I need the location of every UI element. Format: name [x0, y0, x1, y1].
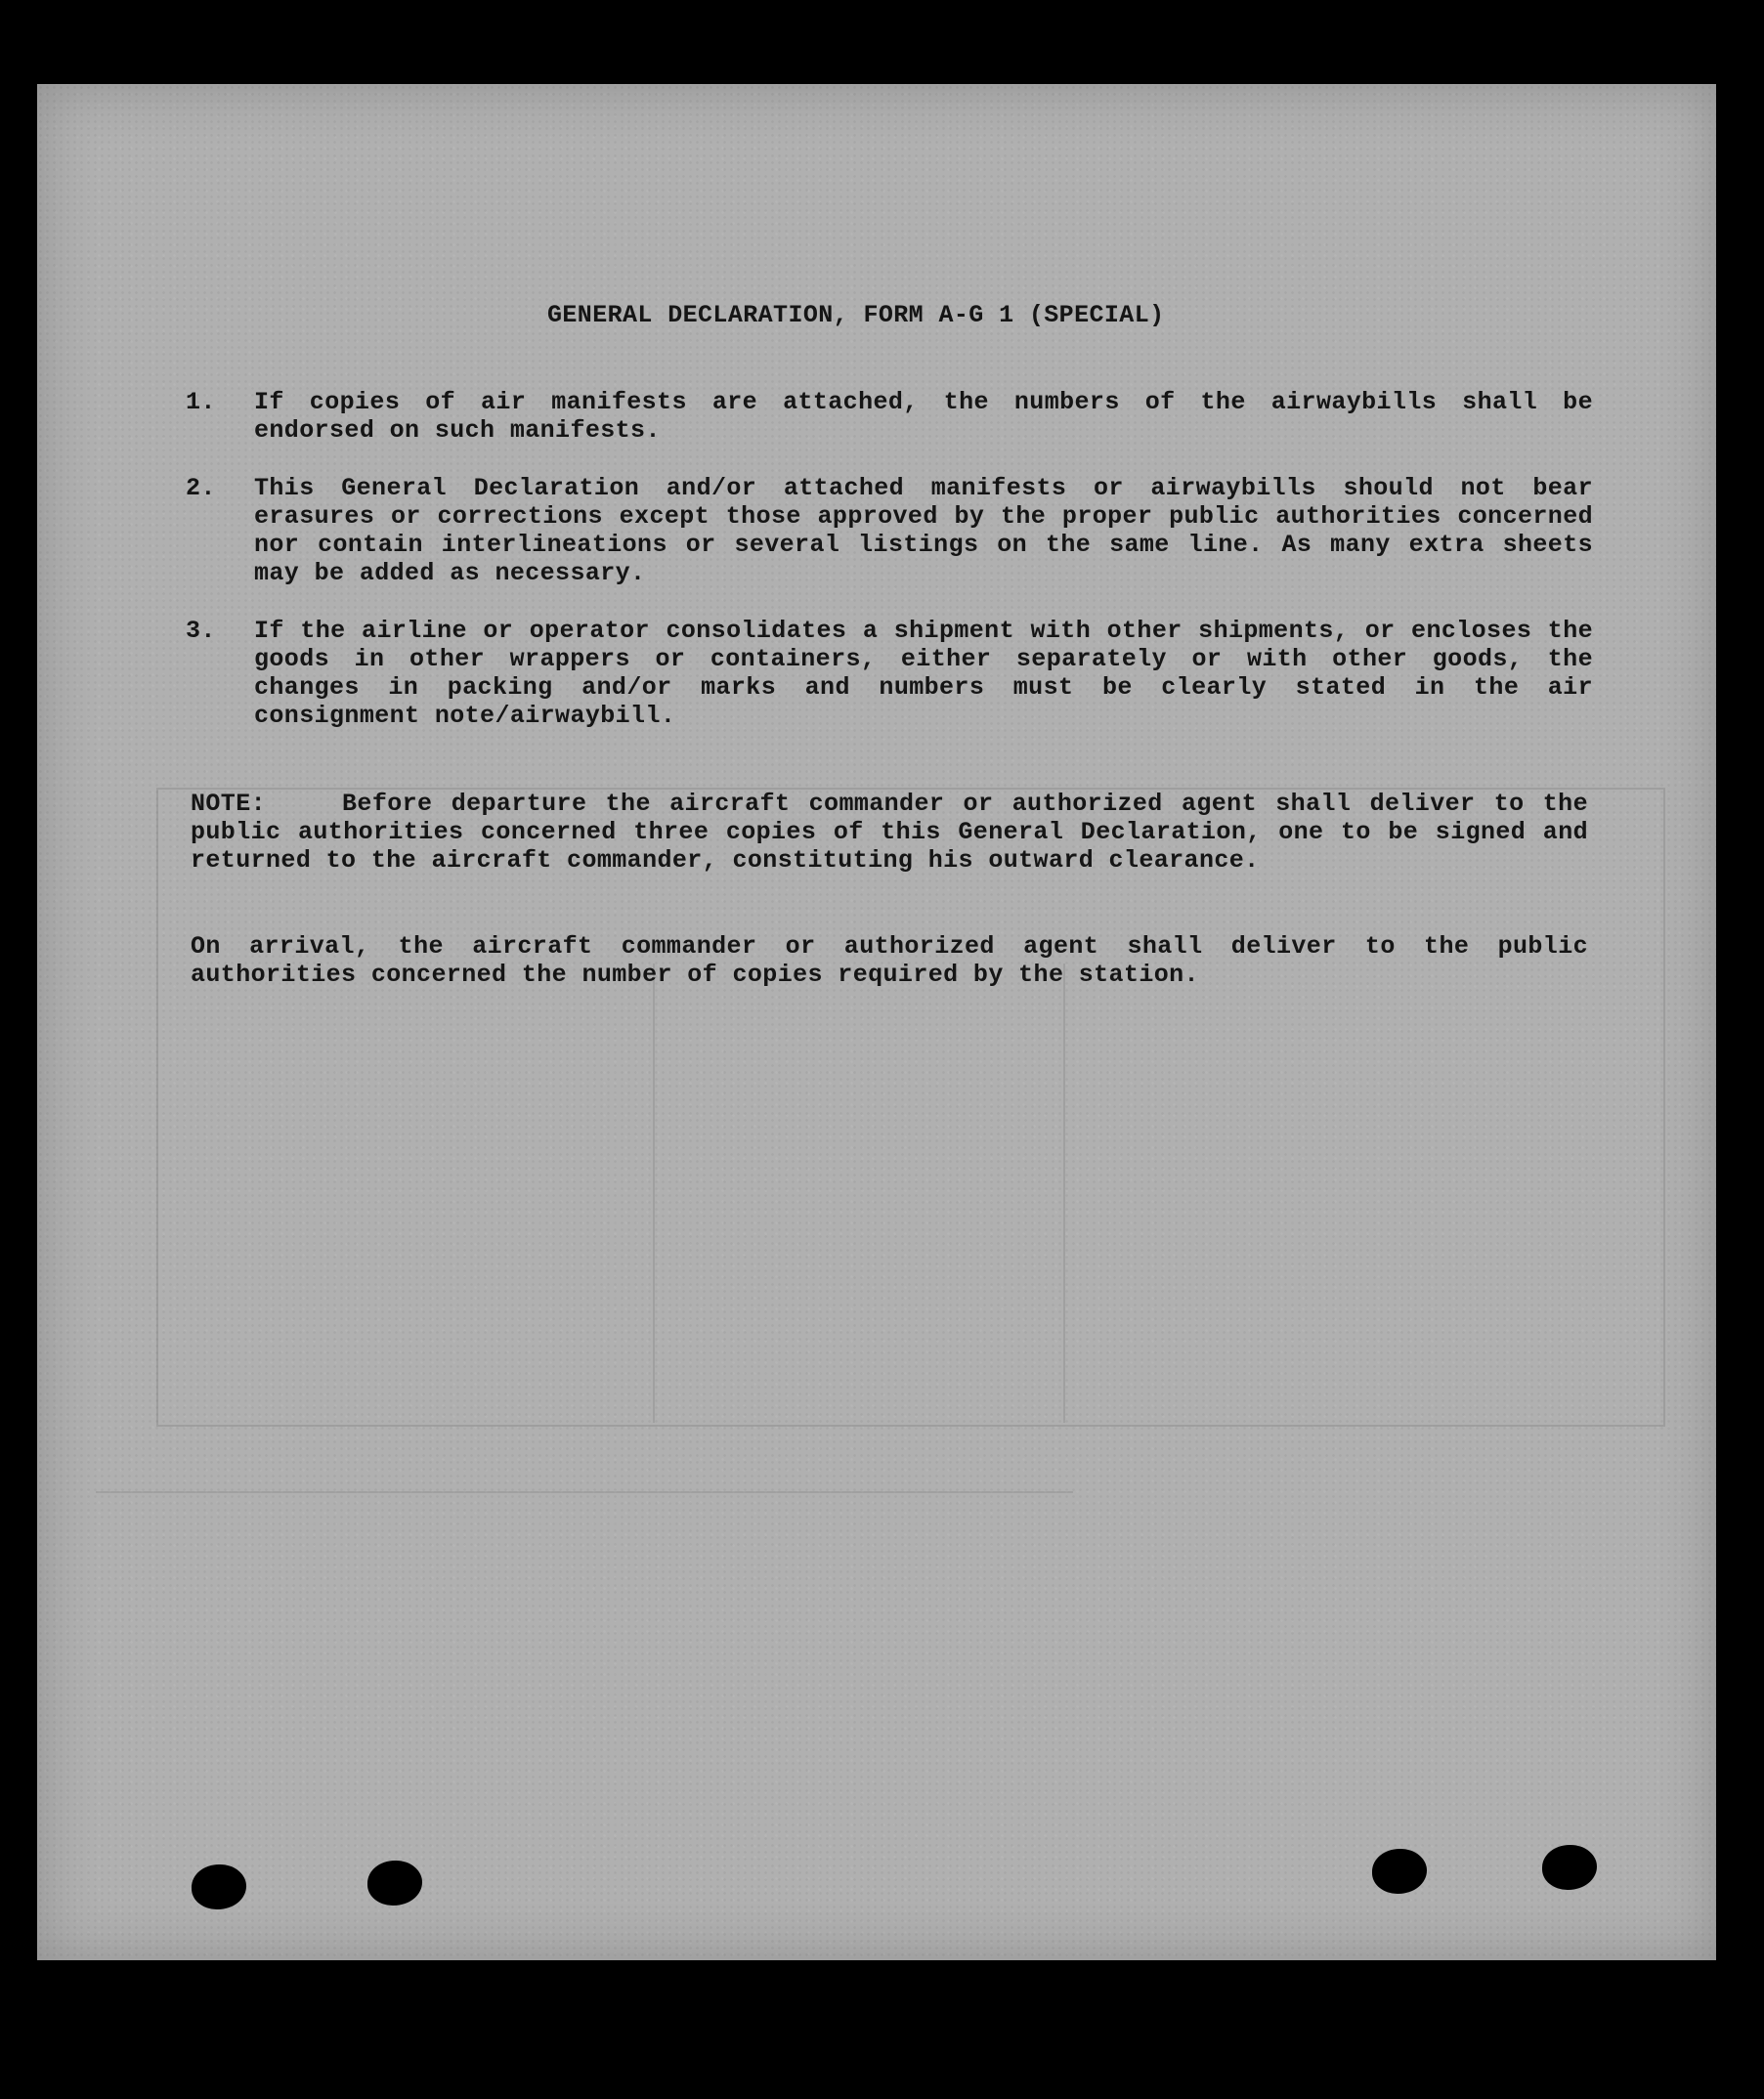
bleed-through-line — [1063, 964, 1065, 1423]
punch-hole — [192, 1864, 246, 1909]
item-number: 1. — [186, 388, 216, 416]
list-item — [186, 617, 1593, 730]
arrival-section — [191, 932, 1588, 989]
bleed-through-line — [96, 1491, 1073, 1493]
arrival-paragraph: On arrival, the aircraft commander or authorized agent shall deliver to the public authorities concerned the number of copies required by the station. — [191, 932, 1588, 989]
item-text: If the airline or operator consolidates a shipment with other shipments, or encloses the goods in other wrappers or containers, either separately or with other goods, the changes in packing and/or marks and numbers must be clearly stated in the air consignment note/airwaybill. — [254, 617, 1593, 730]
punch-hole — [1372, 1849, 1427, 1894]
list-item — [186, 474, 1593, 587]
bleed-through-line — [653, 964, 655, 1423]
item-number: 3. — [186, 617, 216, 645]
note-paragraph — [191, 790, 1588, 875]
note-text: Before departure the aircraft commander or authorized agent shall deliver to the public authorities concerned three copies of this General Declaration, one to be signed and returned to the aircraft commander, constituting his outward clearance. — [191, 790, 1588, 875]
document-page — [37, 84, 1716, 1960]
note-label: NOTE: — [191, 790, 267, 818]
item-number: 2. — [186, 474, 216, 502]
bleed-through-box — [156, 788, 1665, 1427]
item-text: If copies of air manifests are attached, the numbers of the airwaybills shall be endorsed on such manifests. — [254, 388, 1593, 445]
punch-hole — [1542, 1845, 1597, 1890]
punch-hole — [367, 1861, 422, 1906]
list-item — [186, 388, 1593, 445]
note-section — [191, 790, 1588, 875]
page-title: GENERAL DECLARATION, FORM A-G 1 (SPECIAL) — [547, 301, 1165, 329]
item-text: This General Declaration and/or attached manifests or airwaybills should not bear erasures or corrections except those approved by the proper public authorities concerned nor contain interlineations or several listings on the same line. As many extra sheets may be added as necessary. — [254, 474, 1593, 587]
